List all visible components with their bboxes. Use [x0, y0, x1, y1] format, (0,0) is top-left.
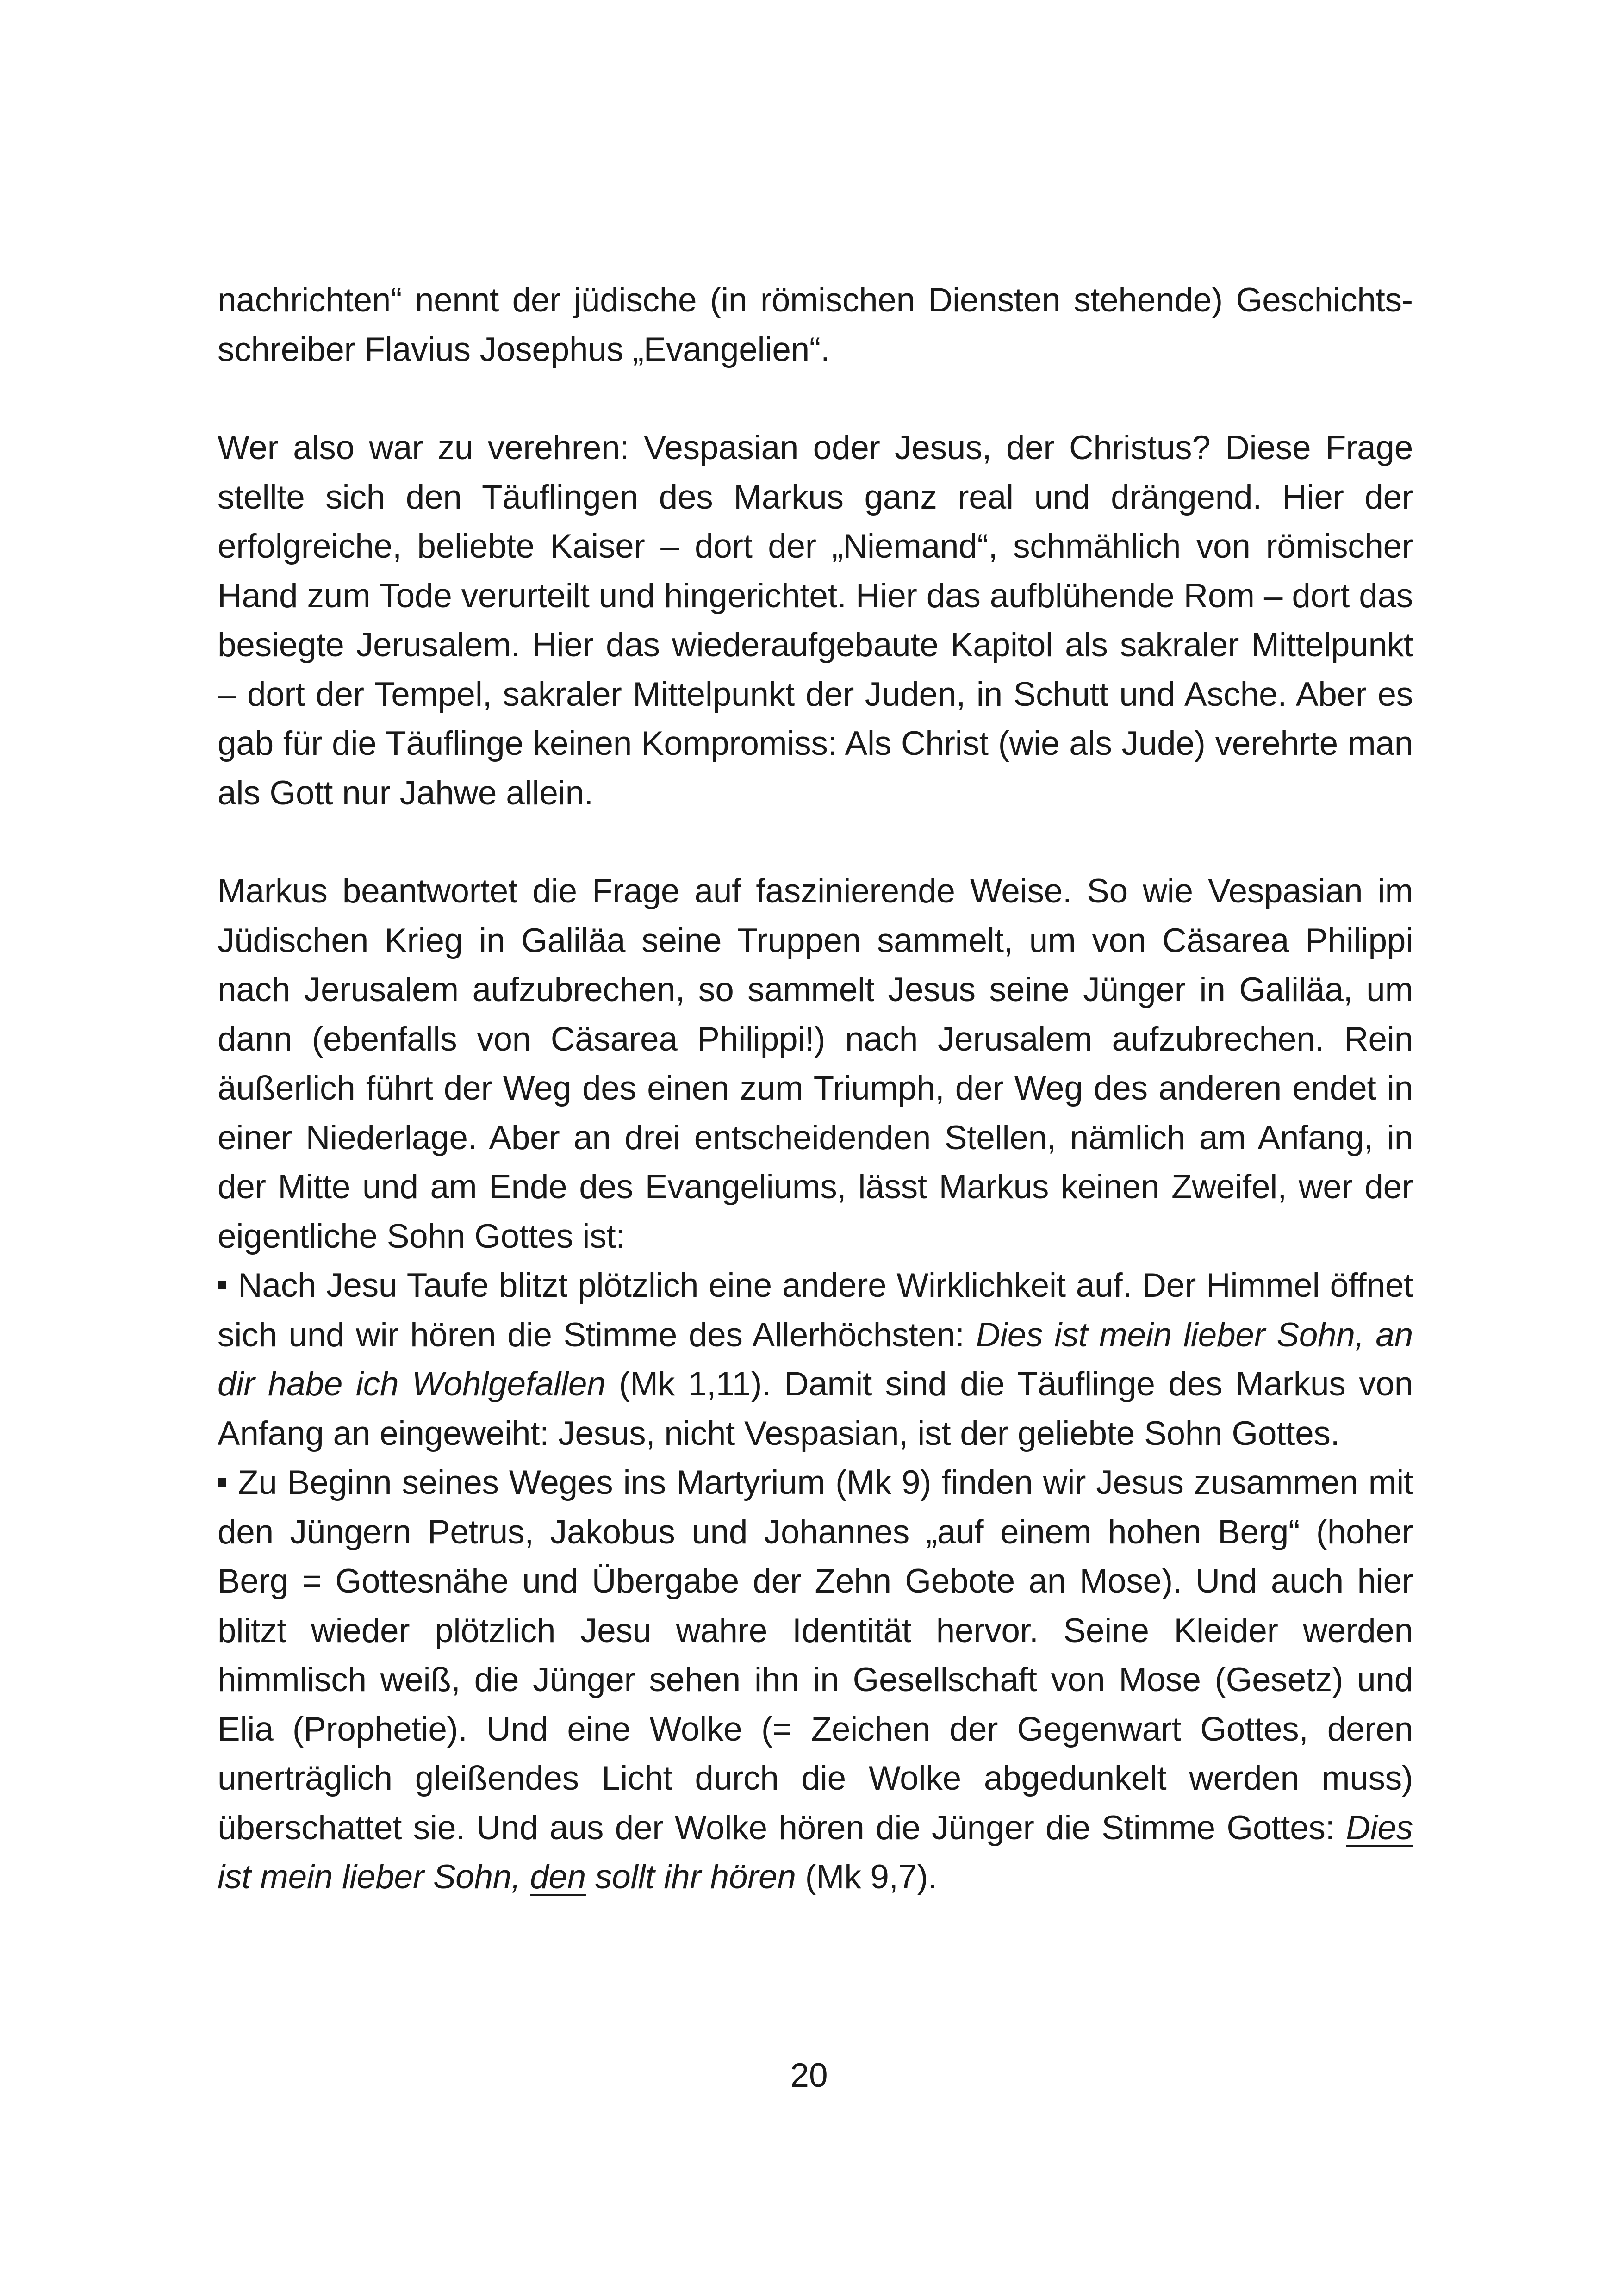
paragraph-1: nachrichten“ nennt der jüdische (in römischen Diensten stehende) Geschichtsschreiber Flavius Josephus „Evangelien“.: [218, 281, 1413, 368]
bullet-2-quote-end: sollt ihr hören: [585, 1858, 796, 1896]
bullet-1-text-after: (Mk 1,11). Damit sind die Täuflinge des Markus von Anfang an eingeweiht: Jesus, nicht Vespasian, ist der geliebte Sohn Gottes.: [218, 1365, 1413, 1452]
bullet-item-1: [218, 1261, 1413, 1458]
paragraph-2: Wer also war zu verehren: Vespasian oder Jesus, der Christus? Diese Frage stellte sich den Täuflingen des Markus ganz real und drängend. Hier der erfolgreiche, beliebte Kaiser – dort der „Niemand“, schmählich von römischer Hand zum Tode verurteilt und hingerichtet. Hier das aufblühende Rom – dort das besiegte Jerusalem. Hier das wiederaufgebaute Kapitol als sakraler Mittelpunkt – dort der Tempel, sakraler Mittelpunkt der Juden, in Schutt und Asche. Aber es gab für die Täuflinge keinen Kompromiss: Als Christ (wie als Jude) verehrte man als Gott nur Jahwe allein.: [218, 429, 1413, 812]
bullet-2-quote-underlined-2: den: [530, 1858, 586, 1896]
paragraph-3: Markus beantwortet die Frage auf faszinierende Weise. So wie Vespasian im Jüdischen Krieg in Galiläa seine Truppen sammelt, um von Cäsarea Philippi nach Jerusalem aufzubrechen, so sammelt Jesus seine Jünger in Galiläa, um dann (ebenfalls von Cäsarea Philippi!) nach Jerusalem aufzubrechen. Rein äußerlich führt der Weg des einen zum Triumph, der Weg des anderen endet in einer Niederlage. Aber an drei entscheidenden Stellen, nämlich am Anfang, in der Mitte und am Ende des Evangeliums, lässt Markus keinen Zweifel, wer der eigentliche Sohn Gottes ist:: [218, 872, 1413, 1255]
square-bullet-icon: [218, 1478, 226, 1487]
page-body: [218, 276, 1413, 1902]
bullet-1-quote: Dies ist mein lieber Sohn, an dir habe ich Wohlgefallen: [218, 1316, 1413, 1403]
bullet-item-2: [218, 1458, 1413, 1902]
bullet-2-quote-middle: ist mein lieber Sohn,: [218, 1858, 530, 1896]
bullet-2-quote-underlined-1: Dies: [1346, 1809, 1413, 1847]
square-bullet-icon: [218, 1281, 226, 1289]
bullet-2-text-after: (Mk 9,7).: [796, 1858, 937, 1896]
bullet-2-text-before: Zu Beginn seines Weges ins Martyrium (Mk 9) finden wir Jesus zusammen mit den Jüngern Petrus, Jakobus und Johannes „auf einem hohen Berg“ (hoher Berg = Gottesnähe und Übergabe der Zehn Gebote an Mose). Und auch hier blitzt wieder plötzlich Jesu wahre Identität hervor. Seine Kleider werden himmlisch weiß, die Jünger sehen ihn in Gesellschaft von Mose (Gesetz) und Elia (Prophetie). Und eine Wolke (= Zeichen der Gegenwart Gottes, deren unerträglich gleißendes Licht durch die Wolke abgedunkelt werden muss) überschattet sie. Und aus der Wolke hören die Jünger die Stimme Gottes:: [218, 1464, 1413, 1847]
bullet-1-text-before: Nach Jesu Taufe blitzt plötzlich eine andere Wirklichkeit auf. Der Himmel öffnet sich und wir hören die Stimme des Allerhöchsten:: [218, 1267, 1413, 1354]
page-number: 20: [790, 2057, 828, 2094]
